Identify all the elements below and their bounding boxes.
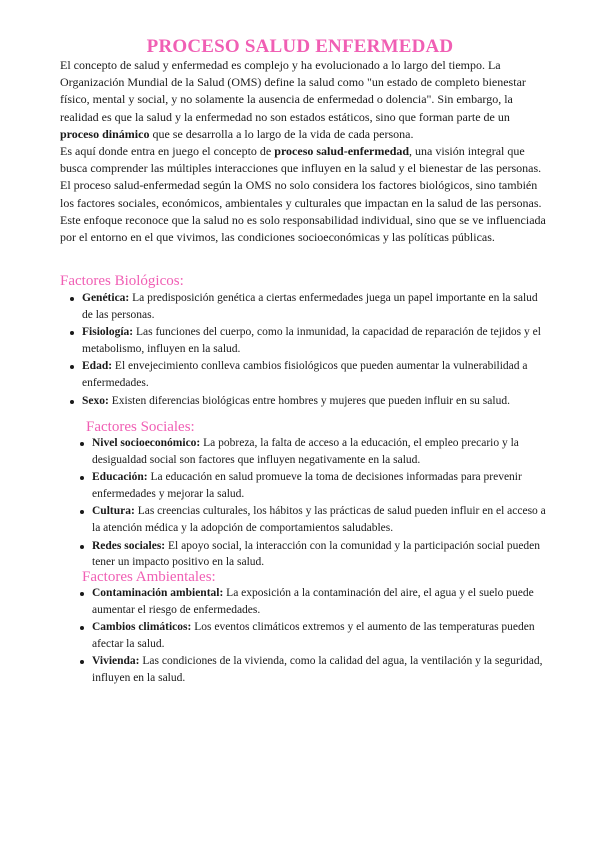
intro-p2-bold: proceso salud-enfermedad	[274, 144, 410, 159]
list-item: Genética: La predisposición genética a ciertas enfermedades juega un papel importante en la salud de las personas.	[68, 290, 543, 323]
biological-factors-list	[68, 290, 543, 410]
list-item: Cultura: Las creencias culturales, los hábitos y las prácticas de salud pueden influir en el acceso a la atención médica y la adopción de comportamientos saludables.	[78, 503, 548, 536]
list-item: Fisiología: Las funciones del cuerpo, como la inmunidad, la capacidad de reparación de tejidos y el metabolismo, influyen en la salud.	[68, 324, 543, 357]
heading-environmental-factors: Factores Ambientales:	[82, 569, 216, 585]
intro-section	[60, 57, 548, 246]
intro-p1-bold: proceso dinámico	[60, 126, 150, 141]
list-item: Edad: El envejecimiento conlleva cambios fisiológicos que pueden aumentar la vulnerabilidad a enfermedades.	[68, 358, 543, 391]
environmental-factors-list	[78, 585, 548, 688]
intro-p2-text-end: , una visión integral que busca comprender las múltiples interacciones que influyen en la salud y el bienestar de las personas.	[60, 144, 542, 176]
list-item: Sexo: Existen diferencias biológicas entre hombres y mujeres que pueden influir en su salud.	[68, 393, 543, 410]
list-item: Educación: La educación en salud promueve la toma de decisiones informadas para prevenir enfermedades y mejorar la salud.	[78, 469, 548, 502]
intro-paragraph-3: El proceso salud-enfermedad según la OMS no solo considera los factores biológicos, sino también los factores sociales, económicos, ambientales y culturales que impactan en la salud de las personas. Este enfoque reconoce que la salud no es solo responsabilidad individual, sino que se ve influenciada por el entorno en el que vivimos, las condiciones socioeconómicas y las políticas públicas.	[60, 178, 546, 245]
intro-paragraph-1	[60, 57, 548, 143]
list-item: Vivienda: Las condiciones de la vivienda, como la calidad del agua, la ventilación y la seguridad, influyen en la salud.	[78, 653, 548, 686]
intro-p2-text: Es aquí donde entra en juego el concepto de	[60, 144, 275, 159]
list-item: Redes sociales: El apoyo social, la interacción con la comunidad y la participación social pueden tener un impacto positivo en la salud.	[78, 538, 548, 571]
document-title: PROCESO SALUD ENFERMEDAD	[146, 36, 454, 57]
list-item: Nivel socioeconómico: La pobreza, la falta de acceso a la educación, el empleo precario y la desigualdad social son factores que influyen negativamente en la salud.	[78, 435, 548, 468]
intro-paragraph-2	[60, 143, 548, 177]
heading-social-factors: Factores Sociales:	[86, 419, 195, 435]
list-item: Cambios climáticos: Los eventos climáticos extremos y el aumento de las temperaturas pueden afectar la salud.	[78, 619, 548, 652]
intro-p1-text: El concepto de salud y enfermedad es complejo y ha evolucionado a lo largo del tiempo. La Organización Mundial de la Salud (OMS) define la salud como "un estado de completo bienestar físico, mental y social, y no solamente la ausencia de enfermedad o dolencia". Sin embargo, la realidad es que la salud y la enfermedad no son estados estáticos, sino que forman parte de un	[60, 58, 526, 124]
intro-p1-text-end: que se desarrolla a lo largo de la vida de cada persona.	[149, 126, 414, 141]
heading-biological-factors: Factores Biológicos:	[60, 273, 184, 289]
list-item: Contaminación ambiental: La exposición a la contaminación del aire, el agua y el suelo puede aumentar el riesgo de enfermedades.	[78, 585, 548, 618]
social-factors-list	[78, 435, 548, 572]
